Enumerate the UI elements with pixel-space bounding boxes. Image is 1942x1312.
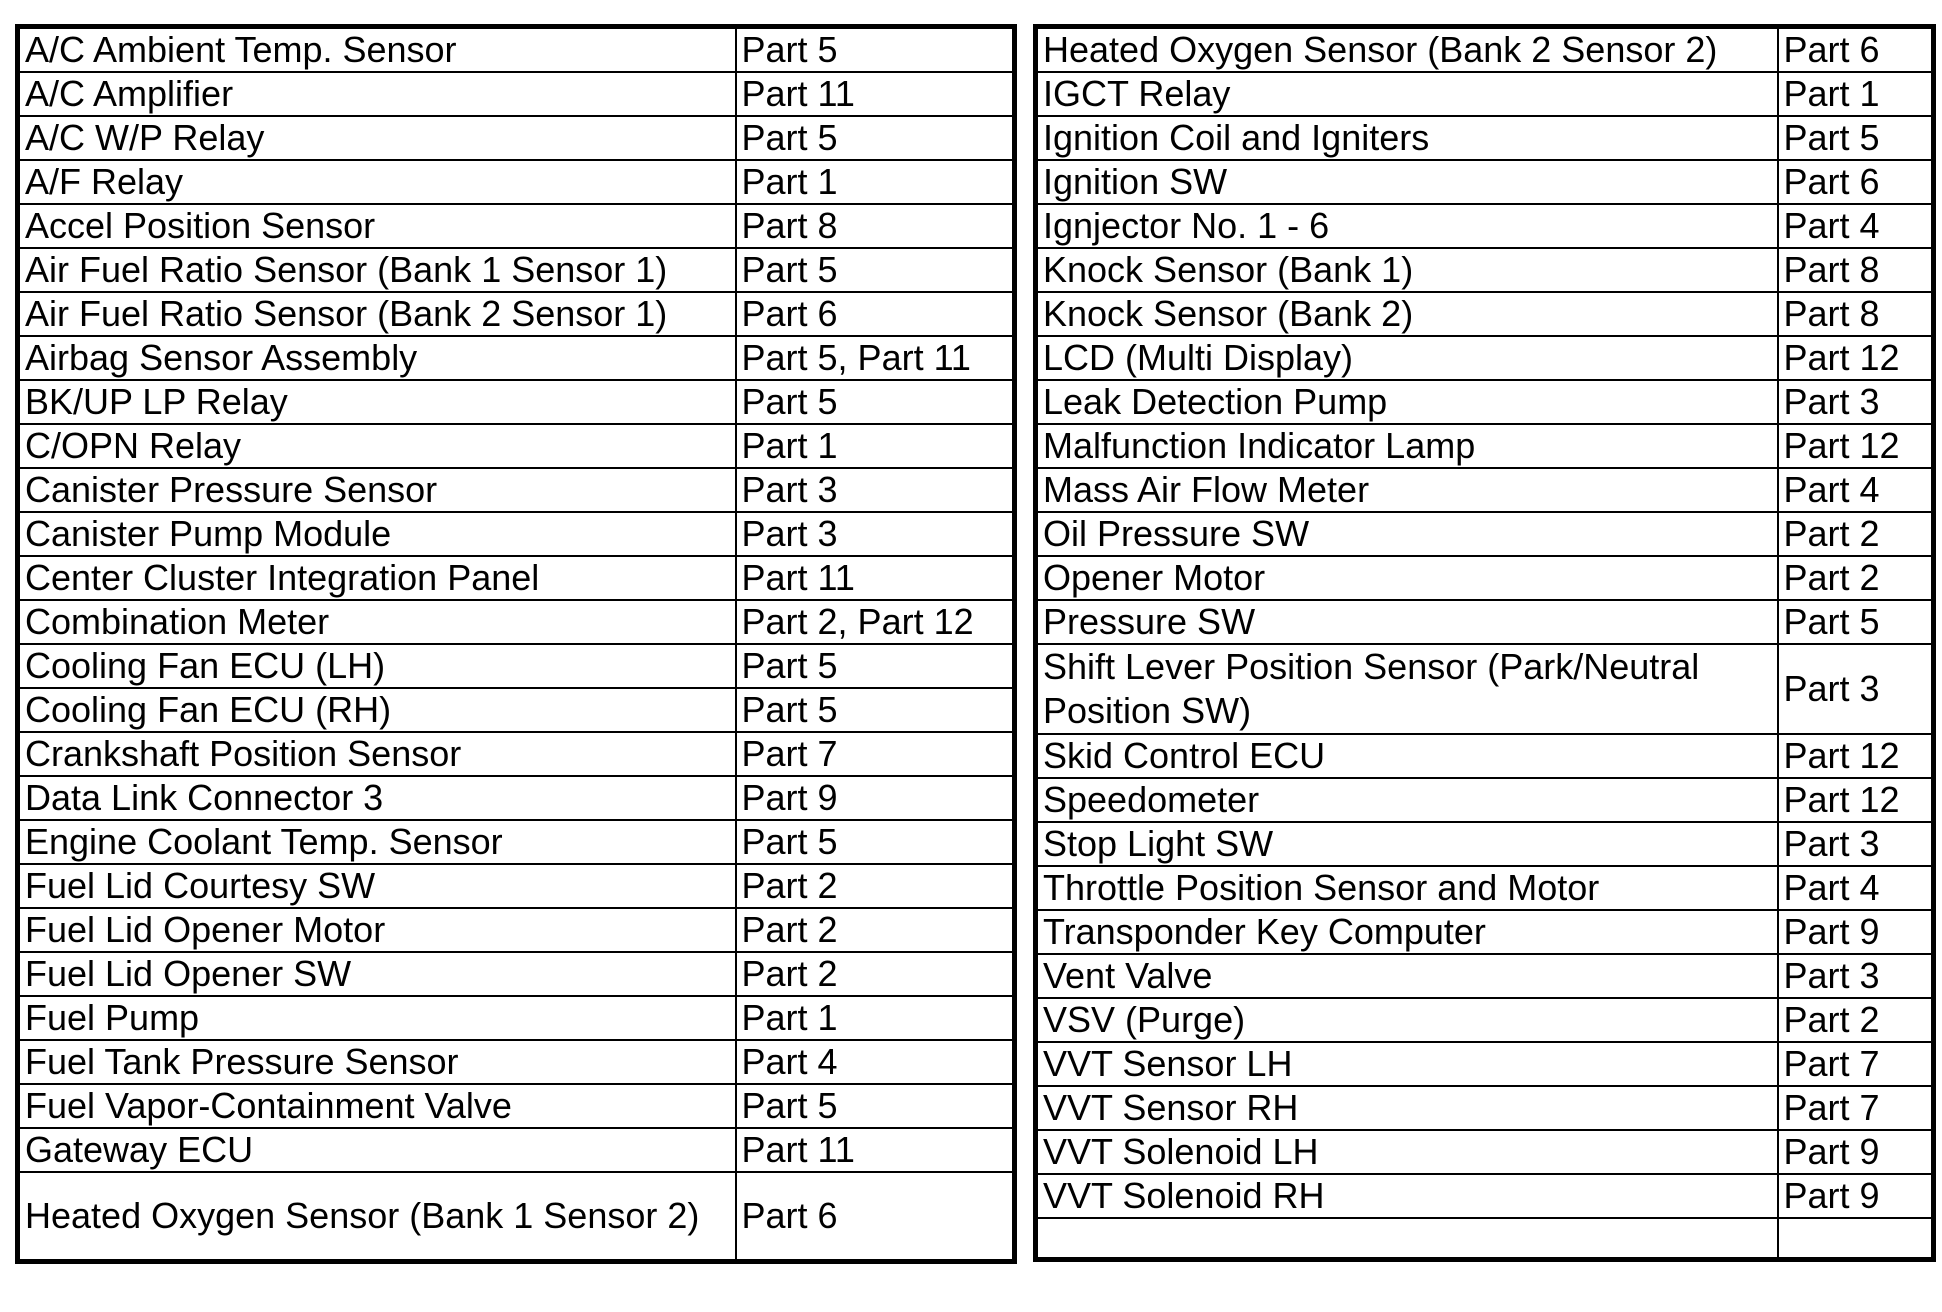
part-reference-cell: Part 2 xyxy=(736,864,1015,908)
table-row xyxy=(18,160,1015,204)
part-reference-cell: Part 9 xyxy=(736,776,1015,820)
table-row xyxy=(18,688,1015,732)
table-row xyxy=(1036,778,1934,822)
component-name-cell: Cooling Fan ECU (LH) xyxy=(18,644,736,688)
part-reference-cell: Part 9 xyxy=(1778,1174,1934,1218)
table-row xyxy=(1036,424,1934,468)
table-row xyxy=(1036,556,1934,600)
component-name-cell: Mass Air Flow Meter xyxy=(1036,468,1778,512)
component-name-cell: Ignition SW xyxy=(1036,160,1778,204)
part-reference-cell: Part 2 xyxy=(1778,512,1934,556)
component-name-cell: Knock Sensor (Bank 1) xyxy=(1036,248,1778,292)
component-name-cell: A/F Relay xyxy=(18,160,736,204)
part-reference-cell: Part 5 xyxy=(1778,116,1934,160)
table-row xyxy=(1036,1174,1934,1218)
component-name-cell: A/C Ambient Temp. Sensor xyxy=(18,27,736,73)
part-reference-cell: Part 12 xyxy=(1778,778,1934,822)
component-name-cell: VVT Sensor LH xyxy=(1036,1042,1778,1086)
component-name-cell xyxy=(1036,1218,1778,1260)
part-reference-cell xyxy=(1778,1218,1934,1260)
part-reference-cell: Part 8 xyxy=(736,204,1015,248)
part-reference-cell: Part 12 xyxy=(1778,336,1934,380)
table-row xyxy=(1036,822,1934,866)
table-row xyxy=(1036,866,1934,910)
component-name-cell: Fuel Vapor-Containment Valve xyxy=(18,1084,736,1128)
table-row xyxy=(18,952,1015,996)
part-reference-cell: Part 11 xyxy=(736,556,1015,600)
table-row xyxy=(1036,1218,1934,1260)
component-name-cell: Skid Control ECU xyxy=(1036,734,1778,778)
table-row xyxy=(18,1128,1015,1172)
component-name-cell: IGCT Relay xyxy=(1036,72,1778,116)
component-name-cell: Data Link Connector 3 xyxy=(18,776,736,820)
part-reference-cell: Part 5 xyxy=(736,27,1015,73)
part-reference-cell: Part 2 xyxy=(1778,556,1934,600)
component-name-cell: Transponder Key Computer xyxy=(1036,910,1778,954)
part-reference-cell: Part 1 xyxy=(1778,72,1934,116)
part-reference-cell: Part 3 xyxy=(736,468,1015,512)
table-row xyxy=(1036,380,1934,424)
table-row xyxy=(18,468,1015,512)
part-reference-cell: Part 3 xyxy=(736,512,1015,556)
component-name-cell: Oil Pressure SW xyxy=(1036,512,1778,556)
part-reference-cell: Part 7 xyxy=(1778,1086,1934,1130)
component-name-cell: Opener Motor xyxy=(1036,556,1778,600)
part-reference-cell: Part 4 xyxy=(736,1040,1015,1084)
component-name-cell: Stop Light SW xyxy=(1036,822,1778,866)
part-reference-cell: Part 5 xyxy=(736,820,1015,864)
part-reference-cell: Part 1 xyxy=(736,160,1015,204)
part-reference-cell: Part 5 xyxy=(736,688,1015,732)
component-name-cell: Cooling Fan ECU (RH) xyxy=(18,688,736,732)
part-reference-cell: Part 6 xyxy=(736,292,1015,336)
component-name-cell: Accel Position Sensor xyxy=(18,204,736,248)
left-component-table xyxy=(15,24,1017,1264)
component-name-cell: Center Cluster Integration Panel xyxy=(18,556,736,600)
part-reference-cell: Part 3 xyxy=(1778,954,1934,998)
component-name-cell: Fuel Lid Courtesy SW xyxy=(18,864,736,908)
table-row xyxy=(18,820,1015,864)
table-row xyxy=(18,776,1015,820)
component-name-cell: LCD (Multi Display) xyxy=(1036,336,1778,380)
part-reference-cell: Part 6 xyxy=(1778,27,1934,73)
part-reference-cell: Part 5 xyxy=(736,380,1015,424)
table-row xyxy=(18,1084,1015,1128)
part-reference-cell: Part 12 xyxy=(1778,424,1934,468)
part-reference-cell: Part 6 xyxy=(1778,160,1934,204)
part-reference-cell: Part 1 xyxy=(736,424,1015,468)
table-row xyxy=(18,27,1015,73)
table-row xyxy=(18,248,1015,292)
table-row xyxy=(1036,204,1934,248)
component-name-cell: Heated Oxygen Sensor (Bank 2 Sensor 2) xyxy=(1036,27,1778,73)
table-row xyxy=(1036,644,1934,734)
table-row xyxy=(1036,468,1934,512)
component-name-cell: Leak Detection Pump xyxy=(1036,380,1778,424)
part-reference-cell: Part 9 xyxy=(1778,910,1934,954)
table-row xyxy=(1036,116,1934,160)
table-row xyxy=(18,292,1015,336)
part-reference-cell: Part 2 xyxy=(1778,998,1934,1042)
table-row xyxy=(18,556,1015,600)
component-name-cell: A/C Amplifier xyxy=(18,72,736,116)
table-row xyxy=(18,644,1015,688)
part-reference-cell: Part 4 xyxy=(1778,866,1934,910)
component-name-cell: A/C W/P Relay xyxy=(18,116,736,160)
table-row xyxy=(18,424,1015,468)
table-row xyxy=(1036,160,1934,204)
table-row xyxy=(18,864,1015,908)
component-name-cell: Air Fuel Ratio Sensor (Bank 1 Sensor 1) xyxy=(18,248,736,292)
part-reference-cell: Part 5 xyxy=(736,644,1015,688)
table-row xyxy=(18,380,1015,424)
part-reference-cell: Part 7 xyxy=(1778,1042,1934,1086)
part-reference-cell: Part 11 xyxy=(736,1128,1015,1172)
part-reference-cell: Part 4 xyxy=(1778,468,1934,512)
right-table-body xyxy=(1036,27,1934,1260)
component-name-cell: VVT Solenoid LH xyxy=(1036,1130,1778,1174)
table-row xyxy=(18,336,1015,380)
part-reference-cell: Part 2 xyxy=(736,952,1015,996)
table-row xyxy=(1036,336,1934,380)
part-reference-cell: Part 9 xyxy=(1778,1130,1934,1174)
component-name-cell: Vent Valve xyxy=(1036,954,1778,998)
left-table-body xyxy=(18,27,1015,1262)
component-name-cell: Throttle Position Sensor and Motor xyxy=(1036,866,1778,910)
component-name-cell: Canister Pump Module xyxy=(18,512,736,556)
part-reference-cell: Part 5, Part 11 xyxy=(736,336,1015,380)
table-row xyxy=(1036,292,1934,336)
table-row xyxy=(18,116,1015,160)
component-name-cell: Crankshaft Position Sensor xyxy=(18,732,736,776)
table-row xyxy=(1036,72,1934,116)
part-reference-cell: Part 8 xyxy=(1778,248,1934,292)
component-name-cell: Knock Sensor (Bank 2) xyxy=(1036,292,1778,336)
part-reference-cell: Part 8 xyxy=(1778,292,1934,336)
component-name-cell: Fuel Lid Opener SW xyxy=(18,952,736,996)
part-reference-cell: Part 12 xyxy=(1778,734,1934,778)
component-name-cell: VSV (Purge) xyxy=(1036,998,1778,1042)
part-reference-cell: Part 7 xyxy=(736,732,1015,776)
table-row xyxy=(1036,27,1934,73)
part-reference-cell: Part 4 xyxy=(1778,204,1934,248)
table-row xyxy=(1036,910,1934,954)
part-reference-cell: Part 1 xyxy=(736,996,1015,1040)
component-name-cell: VVT Sensor RH xyxy=(1036,1086,1778,1130)
part-reference-cell: Part 6 xyxy=(736,1172,1015,1262)
table-row xyxy=(18,996,1015,1040)
part-reference-cell: Part 5 xyxy=(736,116,1015,160)
table-row xyxy=(18,732,1015,776)
part-reference-cell: Part 5 xyxy=(736,1084,1015,1128)
component-name-cell: Fuel Lid Opener Motor xyxy=(18,908,736,952)
table-row xyxy=(1036,1042,1934,1086)
part-reference-cell: Part 5 xyxy=(1778,600,1934,644)
component-name-cell: Heated Oxygen Sensor (Bank 1 Sensor 2) xyxy=(18,1172,736,1262)
part-reference-cell: Part 5 xyxy=(736,248,1015,292)
part-reference-cell: Part 3 xyxy=(1778,380,1934,424)
component-name-cell: BK/UP LP Relay xyxy=(18,380,736,424)
part-reference-cell: Part 3 xyxy=(1778,644,1934,734)
component-name-cell: VVT Solenoid RH xyxy=(1036,1174,1778,1218)
component-name-cell: Combination Meter xyxy=(18,600,736,644)
component-name-cell: Shift Lever Position Sensor (Park/Neutral Position SW) xyxy=(1036,644,1778,734)
table-row xyxy=(1036,1086,1934,1130)
table-row xyxy=(1036,734,1934,778)
table-row xyxy=(1036,512,1934,556)
table-row xyxy=(1036,1130,1934,1174)
component-name-cell: C/OPN Relay xyxy=(18,424,736,468)
table-row xyxy=(18,512,1015,556)
table-row xyxy=(18,204,1015,248)
component-name-cell: Ignition Coil and Igniters xyxy=(1036,116,1778,160)
component-name-cell: Fuel Tank Pressure Sensor xyxy=(18,1040,736,1084)
table-row xyxy=(1036,954,1934,998)
table-row xyxy=(1036,600,1934,644)
component-name-cell: Speedometer xyxy=(1036,778,1778,822)
part-reference-cell: Part 3 xyxy=(1778,822,1934,866)
table-row xyxy=(18,908,1015,952)
table-row xyxy=(1036,998,1934,1042)
component-name-cell: Ignjector No. 1 - 6 xyxy=(1036,204,1778,248)
component-name-cell: Air Fuel Ratio Sensor (Bank 2 Sensor 1) xyxy=(18,292,736,336)
table-row xyxy=(18,600,1015,644)
component-name-cell: Airbag Sensor Assembly xyxy=(18,336,736,380)
part-reference-cell: Part 2, Part 12 xyxy=(736,600,1015,644)
component-name-cell: Engine Coolant Temp. Sensor xyxy=(18,820,736,864)
part-reference-cell: Part 11 xyxy=(736,72,1015,116)
table-row xyxy=(18,1172,1015,1262)
component-name-cell: Gateway ECU xyxy=(18,1128,736,1172)
table-row xyxy=(18,72,1015,116)
right-component-table xyxy=(1033,24,1936,1262)
component-name-cell: Malfunction Indicator Lamp xyxy=(1036,424,1778,468)
component-name-cell: Fuel Pump xyxy=(18,996,736,1040)
table-row xyxy=(18,1040,1015,1084)
table-row xyxy=(1036,248,1934,292)
part-reference-cell: Part 2 xyxy=(736,908,1015,952)
component-name-cell: Canister Pressure Sensor xyxy=(18,468,736,512)
component-name-cell: Pressure SW xyxy=(1036,600,1778,644)
